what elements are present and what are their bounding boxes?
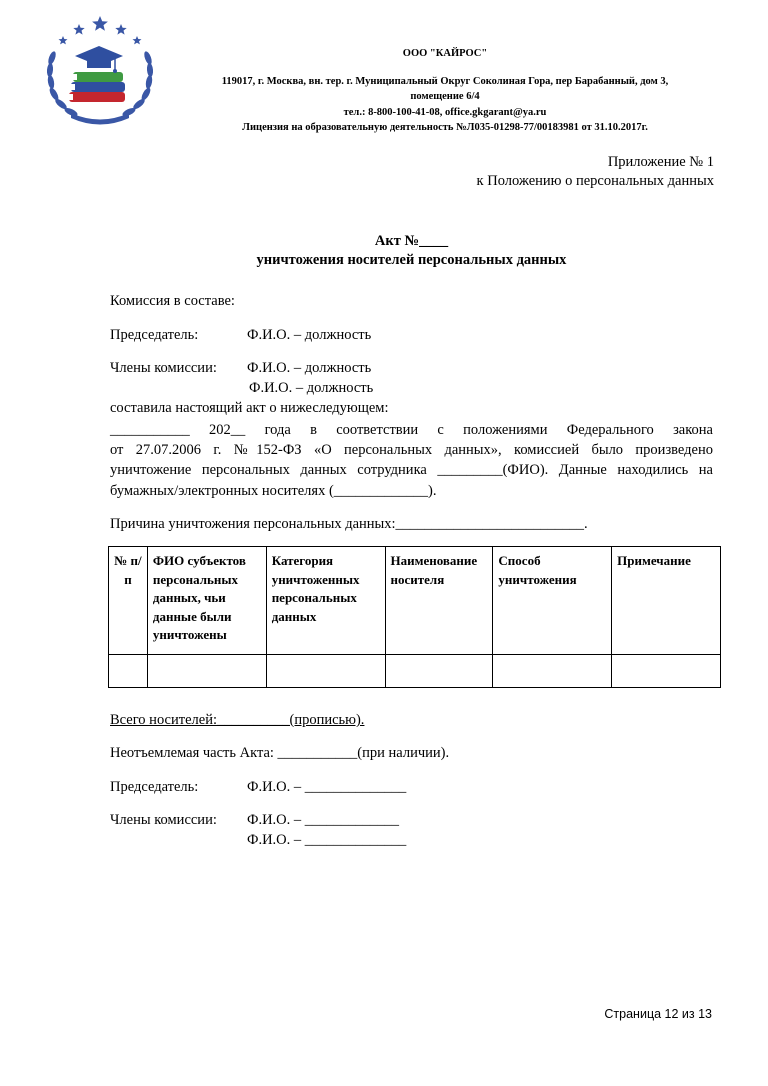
members-label: Члены комиссии: (110, 360, 217, 376)
body-line4: бумажных/электронных носителях (_____________). (110, 483, 437, 499)
header-category: Категория уничтоженных персональных данных (266, 547, 385, 655)
integral-part-text: Неотъемлемая часть Акта: ___________(при наличии). (110, 745, 450, 761)
company-logo (37, 12, 163, 130)
total-media-suffix: (прописью). (289, 712, 365, 728)
logo-year: 2011 (93, 113, 107, 119)
header-number: № п/п (109, 547, 148, 655)
total-media-label: Всего носителей: (110, 712, 217, 728)
appendix-line1: Приложение № 1 (607, 154, 714, 170)
org-name: ООО "КАЙРОС" (402, 48, 488, 59)
org-license: Лицензия на образовательную деятельность №Л035-01298-77/00183981 от 31.10.2017г. (242, 122, 648, 133)
table-cell[interactable] (612, 655, 721, 688)
table-cell[interactable] (266, 655, 385, 688)
member1-value: Ф.И.О. – должность (247, 360, 372, 376)
table-cell[interactable] (109, 655, 148, 688)
sign-members-label: Члены комиссии: (110, 812, 217, 828)
chair-value: Ф.И.О. – должность (247, 327, 372, 343)
compiled-text: составила настоящий акт о нижеследующем: (110, 400, 389, 416)
header-method: Способ уничтожения (493, 547, 612, 655)
body-line2: от 27.07.2006 г. №152-ФЗ «О персональных данных», комиссией было произведено (110, 442, 713, 458)
total-media-line (110, 710, 364, 730)
header-media-name: Наименование носителя (385, 547, 493, 655)
table-cell[interactable] (385, 655, 493, 688)
sign-chair-line: Ф.И.О. – ______________ (247, 779, 407, 795)
reason-text: Причина уничтожения персональных данных:__________________________. (110, 516, 588, 532)
page-number: Страница 12 из 13 (604, 1007, 712, 1021)
sign-member2-line: Ф.И.О. – ______________ (247, 832, 407, 848)
appendix-line2: к Положению о персональных данных (476, 173, 714, 189)
body-line1: ___________ 202__ года в соответствии с положениями Федерального закона (110, 422, 713, 438)
commission-intro: Комиссия в составе: (110, 293, 235, 309)
org-contacts: тел.: 8-800-100-41-08, office.gkgarant@ya.ru (343, 107, 547, 118)
document-title: Акт №____ (374, 233, 449, 249)
header-note: Примечание (612, 547, 721, 655)
org-address-line1: 119017, г. Москва, вн. тер. г. Муниципальный Округ Соколиная Гора, пер Барабанный, дом 3, (221, 76, 669, 87)
document-subtitle: уничтожения носителей персональных данных (256, 252, 567, 268)
header-subject-name: ФИО субъектов персональных данных, чьи данные были уничтожены (147, 547, 266, 655)
org-address-line2: помещение 6/4 (410, 91, 480, 102)
table-cell[interactable] (147, 655, 266, 688)
member2-value: Ф.И.О. – должность (249, 380, 374, 396)
body-line3: уничтожение персональных данных сотрудника _________(ФИО). Данные находились на (110, 462, 713, 478)
total-media-blank: __________ (216, 712, 290, 728)
table-header-row (109, 547, 721, 655)
sign-chair-label: Председатель: (110, 779, 199, 795)
table-cell[interactable] (493, 655, 612, 688)
destroyed-media-table (108, 546, 721, 688)
table-row (109, 655, 721, 688)
chair-label: Председатель: (110, 327, 199, 343)
sign-member1-line: Ф.И.О. – _____________ (247, 812, 400, 828)
